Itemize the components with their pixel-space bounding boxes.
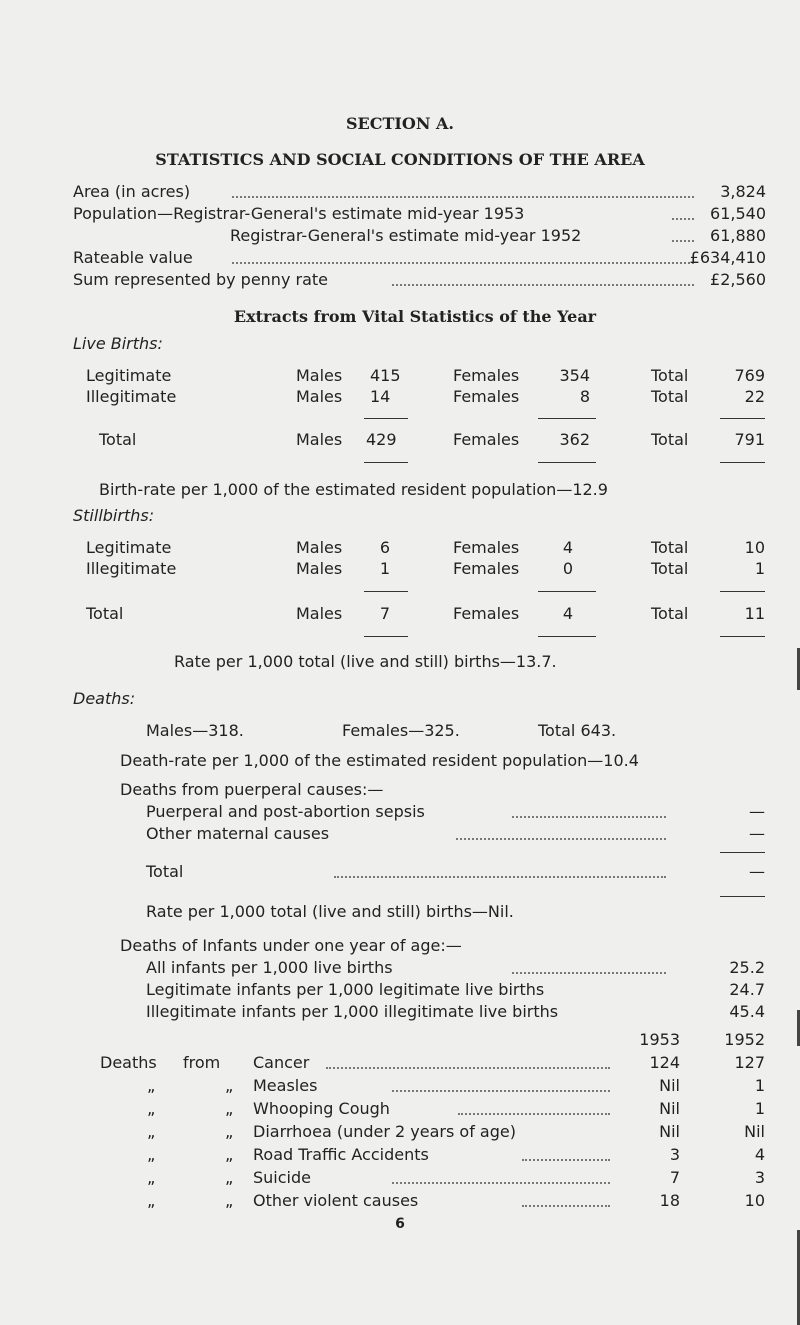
total-label: Total xyxy=(651,538,689,557)
still-total-males: 7 xyxy=(379,604,391,623)
population-1952-value: 61,880 xyxy=(710,226,766,245)
still-total-label: Total xyxy=(86,604,124,623)
live-legitimate-males: 415 xyxy=(370,366,401,385)
puerperal-rate-text: Rate per 1,000 total (live and still) births—Nil. xyxy=(146,902,514,921)
males-label: Males xyxy=(296,387,343,406)
rule-line xyxy=(720,418,765,419)
rule-line xyxy=(720,852,765,853)
live-births-heading: Live Births: xyxy=(73,334,163,353)
row-quote-2: „ xyxy=(225,1168,234,1187)
puerperal-total-label: Total xyxy=(146,862,184,881)
suicide-1953: 7 xyxy=(669,1168,680,1187)
live-total-males: 429 xyxy=(366,430,397,449)
males-label: Males xyxy=(296,430,343,449)
males-label: Males xyxy=(296,559,343,578)
population-1953-value: 61,540 xyxy=(710,204,766,223)
rule-line xyxy=(364,591,408,592)
year-1952-header: 1952 xyxy=(724,1030,765,1049)
other-violent-1953: 18 xyxy=(659,1191,680,1210)
rule-line xyxy=(538,636,596,637)
suicide-label: Suicide xyxy=(253,1168,311,1187)
deaths-males: Males—318. xyxy=(146,721,244,740)
total-label: Total xyxy=(651,366,689,385)
whooping-cough-1952: 1 xyxy=(754,1099,765,1118)
whooping-cough-label: Whooping Cough xyxy=(253,1099,390,1118)
live-total-females: 362 xyxy=(559,430,590,449)
legitimate-infants-value: 24.7 xyxy=(729,980,765,999)
females-label: Females xyxy=(453,430,520,449)
cancer-label: Cancer xyxy=(253,1053,310,1072)
females-label: Females xyxy=(453,559,520,578)
dot-leader xyxy=(392,1090,610,1092)
rule-line xyxy=(720,462,765,463)
still-legitimate-label: Legitimate xyxy=(86,538,172,557)
puerperal-total-value: — xyxy=(749,862,765,881)
dot-leader xyxy=(232,196,694,198)
extracts-heading: Extracts from Vital Statistics of the Year xyxy=(233,307,597,326)
row-quote-1: Deaths xyxy=(100,1053,157,1072)
rule-line xyxy=(720,896,765,897)
diarrhoea-1953: Nil xyxy=(659,1122,680,1141)
rule-line xyxy=(720,591,765,592)
dot-leader xyxy=(512,816,666,818)
rule-line xyxy=(364,462,408,463)
row-quote-1: „ xyxy=(147,1076,156,1095)
live-illegitimate-total: 22 xyxy=(744,387,765,406)
live-legitimate-total: 769 xyxy=(734,366,765,385)
rule-line xyxy=(538,418,596,419)
other-violent-1952: 10 xyxy=(744,1191,765,1210)
females-label: Females xyxy=(453,366,520,385)
illegitimate-infants-value: 45.4 xyxy=(729,1002,765,1021)
rule-line xyxy=(538,462,596,463)
row-quote-2: from xyxy=(183,1053,221,1072)
puerperal-heading: Deaths from puerperal causes:— xyxy=(120,780,384,799)
still-illegitimate-females: 0 xyxy=(562,559,574,578)
still-illegitimate-total: 1 xyxy=(754,559,765,578)
all-infants-value: 25.2 xyxy=(729,958,765,977)
total-label: Total xyxy=(651,559,689,578)
live-illegitimate-females: 8 xyxy=(579,387,590,406)
live-total-total: 791 xyxy=(734,430,765,449)
live-legitimate-females: 354 xyxy=(559,366,590,385)
cancer-1952: 127 xyxy=(734,1053,765,1072)
sepsis-value: — xyxy=(749,802,765,821)
live-legitimate-label: Legitimate xyxy=(86,366,172,385)
page-number: 6 xyxy=(395,1216,405,1232)
rateable-value-label: Rateable value xyxy=(73,248,193,267)
row-quote-1: „ xyxy=(147,1122,156,1141)
population-1953-label: Population—Registrar-General's estimate mid-year 1953 xyxy=(73,204,525,223)
dot-leader xyxy=(458,1113,610,1115)
still-illegitimate-males: 1 xyxy=(379,559,391,578)
still-illegitimate-label: Illegitimate xyxy=(86,559,177,578)
females-label: Females xyxy=(453,387,520,406)
deaths-females: Females—325. xyxy=(342,721,460,740)
rule-line xyxy=(538,591,596,592)
cancer-1953: 124 xyxy=(649,1053,680,1072)
dot-leader xyxy=(326,1067,610,1069)
illegitimate-infants-label: Illegitimate infants per 1,000 illegitimate live births xyxy=(146,1002,559,1021)
rule-line xyxy=(364,418,408,419)
row-quote-2: „ xyxy=(225,1145,234,1164)
total-label: Total xyxy=(651,604,689,623)
row-quote-2: „ xyxy=(225,1076,234,1095)
area-label: Area (in acres) xyxy=(73,182,191,201)
area-value: 3,824 xyxy=(720,182,766,201)
males-label: Males xyxy=(296,604,343,623)
deaths-heading: Deaths: xyxy=(73,689,136,708)
measles-label: Measles xyxy=(253,1076,318,1095)
females-label: Females xyxy=(453,604,520,623)
dot-leader xyxy=(522,1159,610,1161)
stillbirths-heading: Stillbirths: xyxy=(73,506,155,525)
section-title: SECTION A. xyxy=(346,114,454,133)
road-traffic-1953: 3 xyxy=(669,1145,680,1164)
dot-leader xyxy=(334,876,666,878)
still-legitimate-males: 6 xyxy=(379,538,391,557)
row-quote-2: „ xyxy=(225,1099,234,1118)
all-infants-label: All infants per 1,000 live births xyxy=(146,958,393,977)
deaths-total: Total 643. xyxy=(538,721,617,740)
dot-leader xyxy=(392,1182,610,1184)
row-quote-1: „ xyxy=(147,1145,156,1164)
road-traffic-1952: 4 xyxy=(754,1145,765,1164)
whooping-cough-1953: Nil xyxy=(659,1099,680,1118)
total-label: Total xyxy=(651,430,689,449)
sepsis-label: Puerperal and post-abortion sepsis xyxy=(146,802,425,821)
live-illegitimate-label: Illegitimate xyxy=(86,387,177,406)
row-quote-1: „ xyxy=(147,1099,156,1118)
diarrhoea-1952: Nil xyxy=(744,1122,765,1141)
still-legitimate-females: 4 xyxy=(562,538,574,557)
females-label: Females xyxy=(453,538,520,557)
dot-leader xyxy=(512,972,666,974)
row-quote-2: „ xyxy=(225,1122,234,1141)
still-legitimate-total: 10 xyxy=(744,538,765,557)
males-label: Males xyxy=(296,366,343,385)
live-illegitimate-males: 14 xyxy=(370,387,391,406)
rule-line xyxy=(720,636,765,637)
road-traffic-label: Road Traffic Accidents xyxy=(253,1145,429,1164)
rateable-value: £634,410 xyxy=(689,248,766,267)
legitimate-infants-label: Legitimate infants per 1,000 legitimate live births xyxy=(146,980,545,999)
other-maternal-value: — xyxy=(749,824,765,843)
penny-rate-value: £2,560 xyxy=(710,270,766,289)
dot-leader xyxy=(456,838,666,840)
live-total-label: Total xyxy=(99,430,137,449)
suicide-1952: 3 xyxy=(754,1168,765,1187)
row-quote-1: „ xyxy=(147,1168,156,1187)
other-maternal-label: Other maternal causes xyxy=(146,824,330,843)
birth-rate-text: Birth-rate per 1,000 of the estimated resident population—12.9 xyxy=(99,480,608,499)
year-1953-header: 1953 xyxy=(639,1030,680,1049)
main-heading: STATISTICS AND SOCIAL CONDITIONS OF THE AREA xyxy=(155,150,645,169)
rule-line xyxy=(364,636,408,637)
total-label: Total xyxy=(651,387,689,406)
infants-heading: Deaths of Infants under one year of age:— xyxy=(120,936,462,955)
penny-rate-label: Sum represented by penny rate xyxy=(73,270,328,289)
males-label: Males xyxy=(296,538,343,557)
row-quote-2: „ xyxy=(225,1191,234,1210)
still-total-total: 11 xyxy=(744,604,765,623)
death-rate-text: Death-rate per 1,000 of the estimated resident population—10.4 xyxy=(120,751,639,770)
other-violent-label: Other violent causes xyxy=(253,1191,419,1210)
diarrhoea-label: Diarrhoea (under 2 years of age) xyxy=(253,1122,516,1141)
measles-1952: 1 xyxy=(754,1076,765,1095)
still-total-females: 4 xyxy=(562,604,574,623)
stillbirth-rate-text: Rate per 1,000 total (live and still) births—13.7. xyxy=(174,652,557,671)
population-1952-label: Registrar-General's estimate mid-year 1952 xyxy=(230,226,582,245)
measles-1953: Nil xyxy=(659,1076,680,1095)
dot-leader xyxy=(522,1205,610,1207)
dot-leader xyxy=(232,262,694,264)
row-quote-1: „ xyxy=(147,1191,156,1210)
